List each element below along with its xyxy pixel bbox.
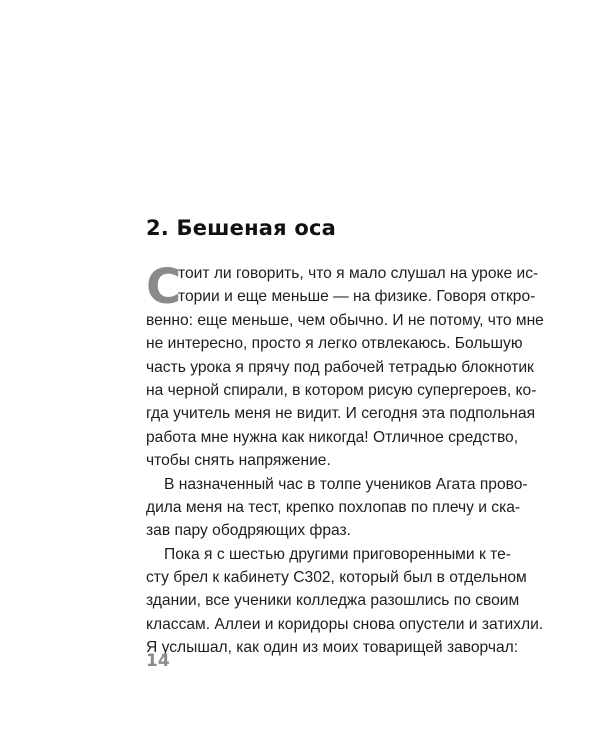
text-line: классам. Аллеи и коридоры снова опустели и затихли. <box>146 615 544 633</box>
drop-cap: С <box>146 259 182 315</box>
text-line: гда учитель меня не видит. И сегодня эта подпольная <box>146 405 536 423</box>
text-line: часть урока я прячу под рабочей тетрадью блокнотик <box>146 358 534 376</box>
chapter-body <box>146 259 544 660</box>
text-line: Я услышал, как один из моих товарищей заворчал: <box>146 639 519 657</box>
text-line: здании, все ученики колледжа разошлись по своим <box>146 592 520 610</box>
page-number: 14 <box>146 651 170 671</box>
chapter-title: 2. Бешеная оса <box>146 216 337 240</box>
text-line: на черной спирали, в котором рисую супергероев, ко- <box>146 381 537 399</box>
text-line: дила меня на тест, крепко похлопав по плечу и ска- <box>146 498 521 516</box>
text-line: не интересно, просто я легко отвлекаюсь. Большую <box>146 335 523 353</box>
text-line: зав пару ободряющих фраз. <box>146 522 352 540</box>
text-line: тоит ли говорить, что я мало слушал на уроке ис- <box>178 265 539 282</box>
text-line: чтобы снять напряжение. <box>146 452 331 470</box>
text-line: Пока я с шестью другими приговоренными к те- <box>164 545 511 563</box>
text-line: венно: еще меньше, чем обычно. И не потому, что мне <box>146 311 544 329</box>
text-line: работа мне нужна как никогда! Отличное средство, <box>146 428 519 446</box>
text-line: сту брел к кабинету С302, который был в отдельном <box>146 569 527 587</box>
text-line: тории и еще меньше — на физике. Говоря откро- <box>178 288 536 306</box>
text-line: В назначенный час в толпе учеников Агата прово- <box>164 475 528 493</box>
